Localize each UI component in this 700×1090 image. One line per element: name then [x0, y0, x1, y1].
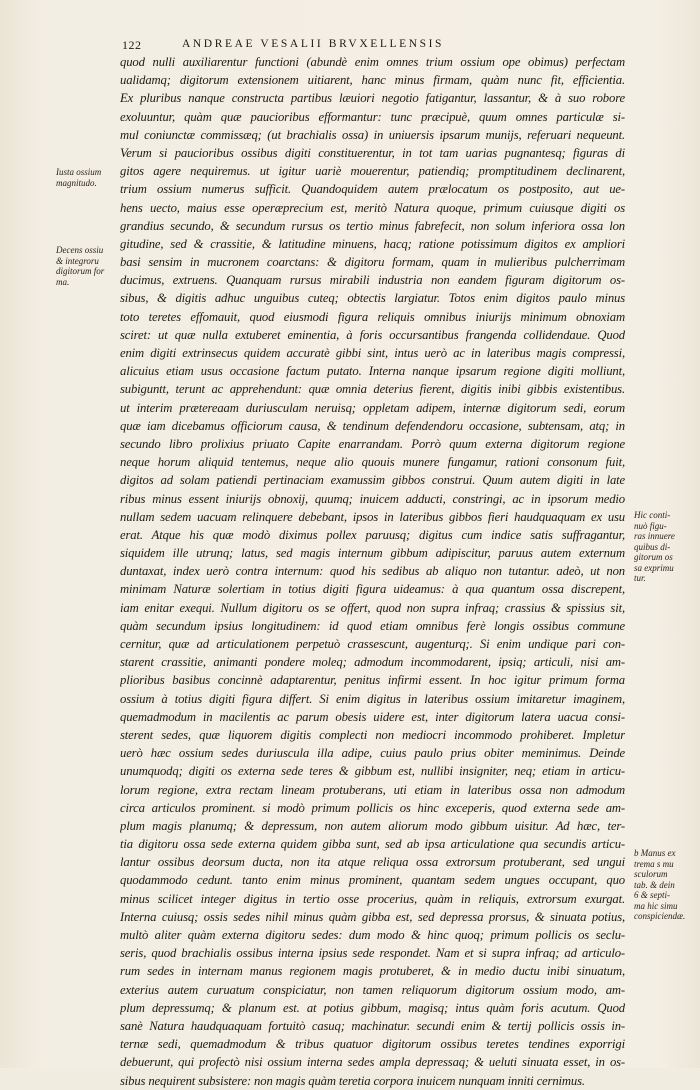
margin-note-line: b Manus ex: [634, 848, 676, 858]
running-head: ANDREAE VESALII BRVXELLENSIS: [182, 38, 445, 50]
text-line: plum depressumq; & planum est. at potius gibbum, magisq; intus quàm foris acutum. Quod: [120, 1000, 625, 1015]
text-line: enim digiti extrinsecus quidem accuratè gibbi sint, intus uerò ac in lateribus magis compressi,: [120, 346, 625, 360]
margin-note-line: Hic conti-: [634, 510, 671, 520]
text-line: circa articulos prominent. si modò primum pollicis os hinc exceperis, quod externa sede am-: [120, 800, 625, 815]
text-line: sterent sedes, quæ liquorem digitis complecti non mediocri incommodo prohiberet. Impletur: [120, 727, 625, 742]
text-line: quodammodo cedunt. tanto enim minus prominent, quantam sedem ungues occupant, quo: [120, 873, 625, 888]
text-line: gitudine, sed & crassitie, & latitudine minuens, hacq; ratione potissimum digitos ex ampliori: [120, 236, 625, 251]
text-line: iam enitar exequi. Nullum digitoru os se offert, quod non supra infraq; crassius & spissius sit,: [120, 600, 625, 615]
page-header: [122, 38, 622, 54]
text-line: secundo libro prolixius priuato Capite enarrandam. Porrò quum externa digitorum regione: [120, 436, 625, 451]
text-line: minimam Naturæ solertiam in totius digiti figura uideamus: à qua quantum ossa discrepent,: [120, 582, 625, 597]
margin-note-line: sculorum: [634, 869, 668, 879]
text-line: quàm secundum ipsius longitudinem: id quod etiam omnibus ferè longis ossibus commune: [120, 618, 625, 633]
margin-note-line: Iusta ossium: [56, 167, 102, 177]
margin-note-left-2: [56, 245, 120, 287]
text-line: erat. Atque his quæ modò diximus pollex paruusq; digitus cum indice satis suffragantur,: [120, 527, 625, 542]
text-line: sciret: ut quæ nulla extuberet eminentia, à foris occursantibus frangenda collidendaue. Quod: [120, 327, 625, 342]
text-line: sibus nequirent subsistere: non magis quàm teretia corpora inuicem nunquam inniti cernimus.: [120, 1073, 585, 1088]
margin-note-line: sa exprimu: [634, 562, 674, 573]
text-line: minus scilicet integer digitus in tertio osse procerius, quàm in reliquis, extrorsum exurgat.: [120, 891, 625, 906]
text-line: quæ iam dicebamus officiorum causa, & tendinum defendendoru occasione, subtensam, atq; in: [120, 418, 625, 433]
margin-note-line: digitorum for: [56, 266, 105, 276]
margin-note-line: ras innuere: [634, 531, 675, 541]
text-line: tia digitoru ossa sede externa quidem gibba sunt, sed ab ipsa articulatione qua secundis articu-: [120, 837, 625, 852]
text-line: sibus, & digitis adhuc unguibus cuteq; obtectis largiatur. Totos enim digitos paulo minus: [120, 291, 625, 306]
text-line: seris, quod brachialis ossibus interna ipsius sede respondet. Nam et si supra infraq; ad articulo-: [120, 946, 625, 961]
text-line: debuerunt, qui profectò nisi ossium interna sedes ampla depressaq; & ueluti sinuata esset, in os-: [120, 1055, 625, 1070]
text-line: Verum si paucioribus ossibus digiti constituerentur, in tot tam uarias pugnantesq; figuras di: [120, 145, 625, 160]
text-line: ualidamq; digitorum extensionem uitiarent, hanc minus firmam, quàm nunc fit, efficientia.: [120, 73, 625, 88]
margin-note-right-2: [634, 848, 696, 922]
text-line: gitos agere nequiremus. ut igitur uariè mouerentur, patiendiq; promptitudinem declinarent,: [120, 164, 625, 179]
page-number: 122: [122, 38, 142, 52]
margin-note-line: nuò figu-: [634, 520, 667, 531]
text-line: ribus minus essent iniurijs obnoxij, quumq; inuicem adducti, constringi, ac in ipsorum medio: [120, 491, 625, 506]
margin-note-line: Decens ossiu: [56, 245, 104, 255]
text-line: quod nulli auxiliarentur functioni (abundè enim omnes trium ossium ope obimus) perfectam: [120, 55, 625, 69]
margin-note-line: magnitudo.: [56, 177, 97, 188]
text-line: alicuius etiam usus occasione factum putato. Interna nanque ipsarum regione digiti molliunt,: [120, 364, 625, 379]
margin-note-line: trema s mu: [634, 858, 674, 869]
text-line: ternæ sedi, quemadmodum & tribus quatuor digitorum ossibus teretes tendines exporrigi: [120, 1037, 625, 1052]
text-line: lantur ossibus deorsum ducta, non ita atque reliqua ossa extrorsum protuberant, sed ungui: [120, 855, 625, 870]
text-line: Ex pluribus nanque constructa partibus læuiori negotio fatigantur, lassantur, & à suo robore: [120, 91, 625, 106]
text-line: neque horum aliquid tentemus, neque alio quouis munere fungamur, rationi consonum fuit,: [120, 455, 625, 470]
text-line: basi sensim in mucronem coarctans: & digitoru formam, quam in mulieribus pulcherrimam: [120, 255, 625, 270]
text-line: plum magis planumq; & depressum, non autem aliorum modo gibbum uisitur. Ad hæc, ter-: [120, 818, 625, 833]
text-line: nullam sedem uacuam relinquere debebant, ipsos in lateribus gibbos fieri haudquaquam ex usu: [120, 509, 625, 524]
text-line: uerò hæc ossium sedes duriuscula illa adipe, cuius paulo prius obiter meminimus. Deinde: [120, 746, 625, 761]
text-line: sanè Natura haudquaquam fortuitò casuq; machinatur. secundi enim & tertij pollicis ossis in-: [120, 1018, 625, 1033]
text-line: lorum regione, extra rectam lineam protuberans, uti etiam in lateribus ossa non admodum: [120, 782, 625, 797]
margin-note-left-1: [56, 167, 120, 188]
text-line: exterius autem curuatum conspiciatur, non tamen reliquorum digitorum ossium modo, am-: [120, 982, 625, 997]
text-line: trium ossium numerus sufficit. Quandoquidem autem prælocatum os postposito, aut ue-: [120, 182, 625, 197]
text-line: plioribus basibus concinnè adaptarentur, penitus infirmi essent. In hoc igitur primum forma: [120, 673, 625, 688]
margin-note-line: gitorum os: [634, 552, 673, 562]
text-line: digitos ad solam patiendi pertinaciam examussim gibbos construi. Quum autem digiti in late: [120, 473, 625, 488]
text-line: quemadmodum in macilentis ac parum obesis uidere est, inter digitorum latera uacua consi-: [120, 709, 625, 724]
text-line: duntaxat, index uerò contra internum: quod his sedibus ab aliquo non tutantur. adeò, ut non: [120, 564, 625, 579]
margin-note-line: & integroru: [56, 255, 99, 266]
text-line: toto teretes effomauit, quod eiusmodi figura reliquis omnibus iniurijs minimum obnoxiam: [120, 309, 625, 324]
margin-note-line: conspiciendæ.: [634, 911, 686, 921]
text-line: subiguntt, terunt ac apprehendunt: quæ omnia deterius fierent, digitis inibi gibbis existentibus.: [120, 382, 625, 397]
text-line: Interna cuiusq; ossis sedes nihil minus quàm gibba est, sed depressa prorsus, & sinuata potius,: [120, 909, 625, 924]
text-line: rum sedes in internam manus regionem magis protuberet, & in medio ductu inibi sinuatum,: [120, 964, 625, 979]
text-line: exoluuntur, quàm quæ paucioribus efformantur: tunc præcipuè, quum omnes particulæ si-: [120, 109, 625, 124]
text-line: cernitur, quæ ad articulationem perpetuò crassescunt, augenturq;. Si enim undique pari con-: [120, 637, 625, 651]
text-line: starent crassitie, animanti pondere moleq; admodum incommodarent, ipsiq; articuli, nisi am-: [120, 655, 625, 670]
margin-note-line: ma.: [56, 276, 70, 287]
body-text: [120, 53, 625, 1088]
margin-note-right-1: [634, 510, 696, 584]
text-line: ut interim prætereaam duriusculam neruisq; oppletam adipem, internæ digitorum sedi, eorum: [120, 400, 625, 415]
text-line: hens uecto, maius esse operæprecium est, meritò Natura quoque, primum cuiusque digiti os: [120, 200, 625, 215]
margin-note-line: tab. & dein: [634, 879, 675, 890]
text-line: mul coniunctæ commissæq; (ut brachialis ossa) in uniuersis ipsarum munijs, referuari nequeunt.: [120, 127, 625, 142]
margin-note-line: tur.: [634, 573, 646, 583]
text-line: ossium à totius digiti figura differt. Si enim digitus in lateribus ossium imitaretur imaginem,: [120, 691, 625, 706]
text-line: siquidem ille utrunq; latus, sed magis internum gibbum adipiscitur, paruus autem externum: [120, 546, 625, 561]
margin-note-line: 6 & septi-: [634, 890, 670, 900]
margin-note-line: quibus di-: [634, 541, 671, 552]
margin-note-line: ma hic simu: [634, 900, 678, 911]
text-line: multò aliter quàm externa digitoru sedes: dum modo & hinc quoq; primum pollicis os seclu-: [120, 928, 625, 942]
text-line: ducimus, extruens. Quanquam rursus mirabili industria non eandem figuram digitorum os-: [120, 273, 625, 288]
text-line: grandius secundo, & secundum rursus os tertio minus fabrefecit, non solum inferiora ossa lon: [120, 218, 625, 233]
text-line: unumquodq; digiti os externa sede teres & gibbum est, nullibi insigniter, neq; etiam in articu-: [120, 764, 625, 779]
